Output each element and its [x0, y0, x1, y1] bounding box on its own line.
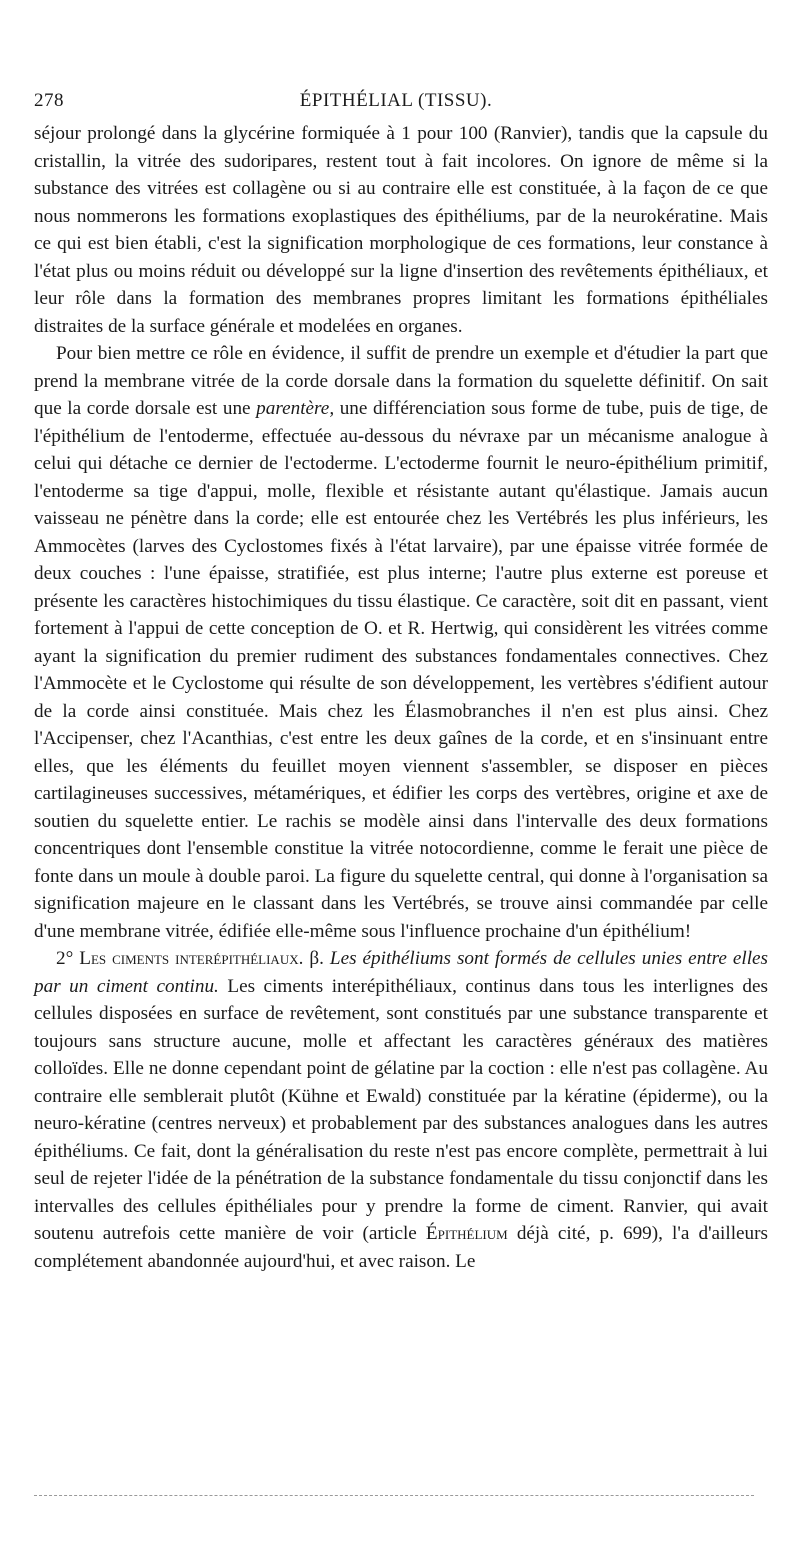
paragraph-2-text-b: une différenciation sous forme de tube, puis de tige, de l'épithélium de l'entoderme, effectuée au-dessous du névraxe par un mécanisme analogue à celui qui détache ce dernier de l'ectoderme. L'ectoderme fournit le neuro-épithélium primitif, l'entoderme sa tige d'appui, molle, flexible et résistante autant qu'élastique. Jamais aucun vaisseau ne pénètre dans la corde; elle est entourée chez les Vertébrés les plus inférieurs, les Ammocètes (larves des Cyclostomes fixés à l'état larvaire), par une épaisse vitrée formée de deux couches : l'une épaisse, stratifiée, est plus interne; l'autre plus externe est poreuse et présente les caractères histochimiques du tissu élastique. Ce caractère, soit dit en passant, vient fortement à l'appui de cette conception de O. et R. Hertwig, qui considèrent les vitrées comme ayant la signification du premier rudiment des substances fondamentales connectives. Chez l'Ammocète et le Cyclostome qui résulte de son développement, les vertèbres s'édifient autour de la corde ainsi constituée. Mais chez les Élasmobranches il n'en est plus ainsi. Chez l'Accipenser, chez l'Acanthias, c'est entre les deux gaînes de la corde, et en s'insinuant entre elles, que les éléments du feuillet moyen viennent s'assembler, se disposer en pièces cartilagineuses successives, métamériques, et édifier les corps des vertèbres, origine et axe de soutien du squelette entier. Le rachis se modèle ainsi dans l'intervalle des deux formations concentriques dont l'ensemble constitue la vitrée notocordienne, comme le ferait une pièce de fonte dans un moule à double paroi. La figure du squelette central, qui donne à l'organisation sa signification majeure en le classant dans les Vertébrés, se trouve ainsi commandée par celle d'une membrane vitrée, édifiée elle-même sous l'influence prochaine d'un épithélium! [34, 398, 768, 942]
footer-rule [34, 1495, 754, 1496]
paragraph-1 [34, 120, 768, 340]
paragraph-3-text-a: Les ciments interépithéliaux, continus dans tous les interlignes des cellules disposées en surface de revêtement, sont constitués par une substance transparente et toujours sans structure aucune, molle et affectant les caractères généraux des matières colloïdes. Elle ne donne cependant point de gélatine par la coction : elle n'est pas collagène. Au contraire elle semblerait plutôt (Kühne et Ewald) constituée par la kératine (épiderme), ou la neuro-kératine (centres nerveux) et probablement par des substances analogues dans les autres épithéliums. Ce fait, dont la généralisation du reste n'est pas encore complète, permettrait à lui seul de rejeter l'idée de la pénétration de la substance fondamentale du tissu conjonctif dans les intervalles des cellules épithéliales pour y prendre la forme de ciment. Ranvier, qui avait soutenu autrefois cette manière de voir (article [34, 975, 768, 1244]
body-text [34, 120, 768, 1275]
page-number: 278 [34, 90, 64, 111]
section-greek-marker: β. [309, 948, 324, 969]
paragraph-3-text-b: déjà cité, p. 699), l'a d'ailleurs complétement abandonnée aujourd'hui, et avec raison. Le [34, 1223, 768, 1272]
section-title: Les ciments interépithéliaux. [79, 948, 304, 969]
paragraph-3 [34, 945, 768, 1275]
section-number: 2° [56, 948, 74, 969]
paragraph-2-italic: parentère, [256, 398, 335, 419]
paragraph-1-text: séjour prolongé dans la glycérine formiquée à 1 pour 100 (Ranvier), tandis que la capsule du cristallin, la vitrée des sudoripares, restent tout à fait incolores. On ignore de même si la substance des vitrées est collagène ou si au contraire elle est constituée, à la façon de ce que nous nommerons les formations exoplastiques des épithéliums, par de la neurokératine. Mais ce qui est bien établi, c'est la signification morphologique de ces formations, leur constance à l'état plus ou moins réduit ou développé sur la ligne d'insertion des revêtements épithéliaux, et leur rôle dans la formation des membranes propres limitant les formations épithéliales distraites de la surface générale et modelées en organes. [34, 123, 768, 337]
paragraph-2 [34, 340, 768, 945]
document-page [34, 90, 768, 1275]
article-reference: Épithélium [425, 1223, 508, 1244]
paragraph-2-text-a: Pour bien mettre ce rôle en évidence, il suffit de prendre un exemple et d'étudier la part que prend la membrane vitrée de la corde dorsale dans la formation du squelette définitif. On sait que la corde dorsale est une [34, 343, 768, 419]
section-italic-statement: Les épithéliums sont formés de cellules unies entre elles par un ciment continu. [34, 948, 769, 997]
running-title: ÉPITHÉLIAL (TISSU). [299, 90, 493, 111]
running-header [34, 90, 768, 120]
